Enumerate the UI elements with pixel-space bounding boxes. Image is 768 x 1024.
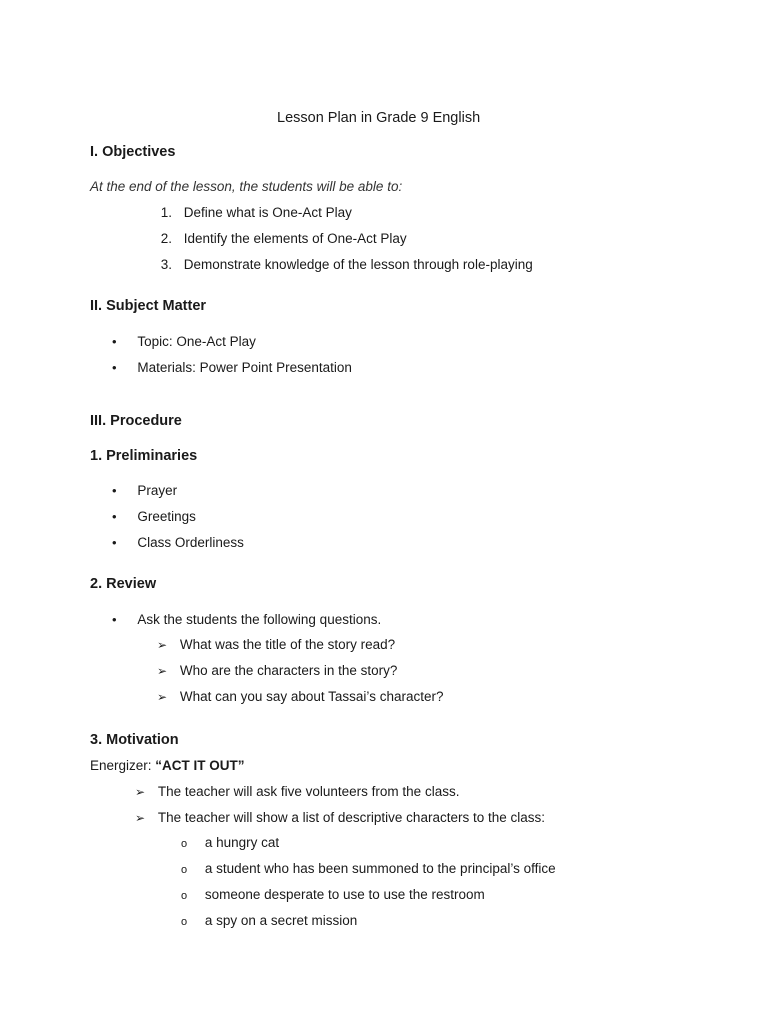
subject-matter-heading: II. Subject Matter bbox=[90, 298, 207, 314]
document-title: Lesson Plan in Grade 9 English bbox=[277, 110, 481, 126]
list-item bbox=[181, 861, 556, 876]
bullet-icon: • bbox=[112, 509, 117, 524]
list-item bbox=[135, 810, 545, 825]
circle-bullet-icon: o bbox=[181, 916, 188, 928]
arrow-bullet-icon: ➢ bbox=[157, 638, 168, 652]
list-item bbox=[152, 205, 352, 220]
list-item bbox=[152, 231, 407, 246]
objectives-heading: I. Objectives bbox=[90, 144, 176, 160]
list-item bbox=[135, 784, 459, 799]
list-item bbox=[181, 835, 279, 850]
list-item-text: Who are the characters in the story? bbox=[179, 663, 398, 678]
bullet-icon: • bbox=[112, 483, 117, 498]
list-item-text: a hungry cat bbox=[204, 835, 280, 850]
list-item bbox=[112, 535, 244, 550]
list-item-text: a spy on a secret mission bbox=[204, 913, 358, 928]
list-item bbox=[152, 257, 533, 272]
list-item-text: Prayer bbox=[137, 483, 178, 498]
motivation-heading: 3. Motivation bbox=[90, 732, 179, 748]
list-item-text: Define what is One-Act Play bbox=[183, 205, 352, 220]
list-item bbox=[112, 360, 352, 375]
procedure-heading: III. Procedure bbox=[90, 413, 182, 429]
list-item-text: a student who has been summoned to the principal’s office bbox=[204, 861, 556, 876]
list-item-text: Materials: Power Point Presentation bbox=[137, 360, 352, 375]
list-item-text: What was the title of the story read? bbox=[179, 637, 396, 652]
list-number: 2. bbox=[160, 231, 172, 246]
list-item-text: What can you say about Tassai’s character? bbox=[179, 689, 444, 704]
list-item bbox=[112, 483, 177, 498]
energizer-line bbox=[90, 758, 245, 773]
bullet-icon: • bbox=[112, 612, 117, 627]
arrow-bullet-icon: ➢ bbox=[157, 690, 168, 704]
preliminaries-heading: 1. Preliminaries bbox=[90, 448, 198, 464]
list-item-text: someone desperate to use to use the restroom bbox=[204, 887, 485, 902]
list-number: 1. bbox=[160, 205, 172, 220]
arrow-bullet-icon: ➢ bbox=[135, 811, 146, 825]
circle-bullet-icon: o bbox=[181, 864, 188, 876]
list-item bbox=[157, 663, 397, 678]
energizer-name: “ACT IT OUT” bbox=[155, 758, 245, 773]
list-item bbox=[112, 612, 381, 627]
list-item bbox=[157, 637, 395, 652]
list-item bbox=[181, 913, 357, 928]
bullet-icon: • bbox=[112, 360, 117, 375]
bullet-icon: • bbox=[112, 535, 117, 550]
objectives-intro: At the end of the lesson, the students will be able to: bbox=[90, 179, 403, 194]
list-item-text: Greetings bbox=[137, 509, 196, 524]
review-heading: 2. Review bbox=[90, 576, 157, 592]
list-item bbox=[112, 509, 196, 524]
list-item-text: The teacher will show a list of descriptive characters to the class: bbox=[157, 810, 545, 825]
bullet-icon: • bbox=[112, 334, 117, 349]
list-item bbox=[157, 689, 443, 704]
list-item-text: Ask the students the following questions. bbox=[137, 612, 382, 627]
arrow-bullet-icon: ➢ bbox=[157, 664, 168, 678]
list-item bbox=[112, 334, 256, 349]
circle-bullet-icon: o bbox=[181, 890, 188, 902]
circle-bullet-icon: o bbox=[181, 838, 188, 850]
list-item-text: Demonstrate knowledge of the lesson through role-playing bbox=[183, 257, 533, 272]
arrow-bullet-icon: ➢ bbox=[135, 785, 146, 799]
list-number: 3. bbox=[160, 257, 172, 272]
list-item-text: Topic: One-Act Play bbox=[137, 334, 256, 349]
list-item bbox=[181, 887, 485, 902]
list-item-text: Identify the elements of One-Act Play bbox=[183, 231, 407, 246]
energizer-label: Energizer: bbox=[90, 758, 152, 773]
list-item-text: The teacher will ask five volunteers from the class. bbox=[157, 784, 460, 799]
list-item-text: Class Orderliness bbox=[137, 535, 244, 550]
